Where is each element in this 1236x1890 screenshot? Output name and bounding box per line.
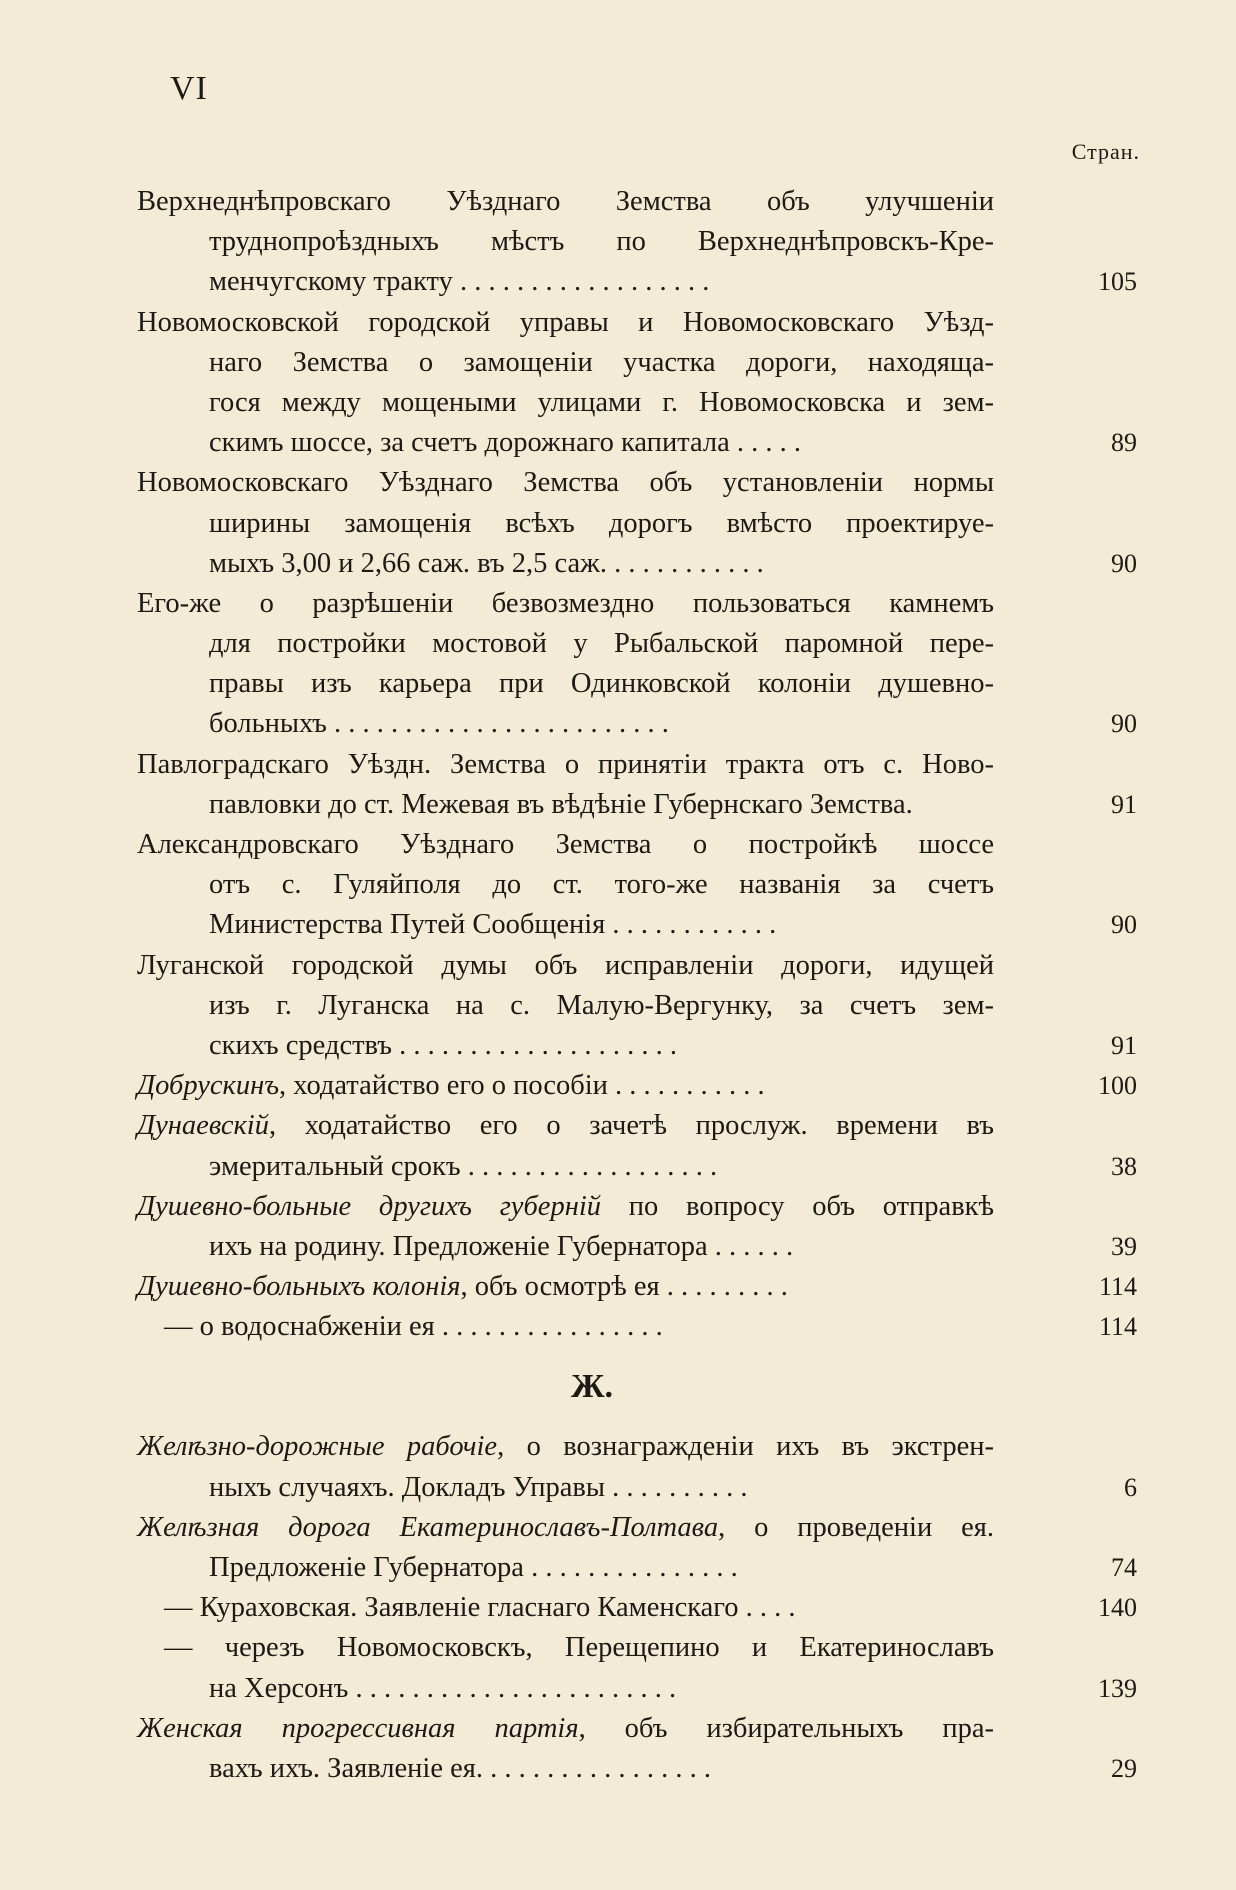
entry-line [137,1187,994,1227]
entry-text: гося между мощеными улицами г. Новомосковска и зем- [209,386,994,418]
index-entry [137,1427,1137,1507]
index-entry [137,745,1137,825]
entry-text: Луганской городской думы объ исправленiи дороги, идущей [137,949,994,981]
entry-line [137,1669,1137,1709]
index-entry [137,303,1137,464]
entry-page-number: 105 [1098,267,1137,297]
entry-page-number: 89 [1111,428,1137,458]
entry-text: правы изъ карьера при Одинковской колонiи душевно- [209,668,994,700]
entry-line [137,423,1137,463]
entry-line [137,905,1137,945]
index-entry [137,1709,1137,1789]
entry-line [137,745,994,785]
index-entry [137,1267,1137,1307]
entry-page-number: 90 [1111,709,1137,739]
entry-line [137,222,994,262]
index-entry [137,182,1137,303]
index-entry [137,1106,1137,1186]
entry-text: Новомосковскаго Уѣзднаго Земства объ установленiи нормы [137,467,994,499]
entry-line [137,343,994,383]
entry-line [137,1227,1137,1267]
index-entry [137,946,1137,1067]
entry-text: наго Земства о замощенiи участка дороги, находяща- [209,346,994,378]
entry-line [137,624,994,664]
page-column-header: Стран. [1071,139,1140,164]
entry-text: ихъ на родину. Предложенiе Губернатора . . . . . . [209,1230,794,1262]
entry-subject: Женская прогрессивная партiя [137,1712,579,1744]
entry-text: — Кураховская. Заявленiе гласнаго Каменскаго . . . . [164,1592,796,1624]
entry-line [137,1427,994,1467]
entry-text: отъ с. Гуляйполя до ст. того-же названiя за счетъ [209,869,994,901]
entry-line [137,504,994,544]
entry-line [137,584,994,624]
entry-text: Павлоградскаго Уѣздн. Земства о принятiи тракта отъ с. Ново- [137,748,994,780]
entry-line [137,1548,1137,1588]
entry-text: Предложенiе Губернатора . . . . . . . . . . . . . . . [209,1552,738,1583]
entry-line [137,303,994,343]
entry-subject: Душевно-больные другихъ губернiй [137,1190,602,1222]
entry-text: по вопросу объ отправкѣ [601,1190,994,1222]
entry-text: , объ осмотрѣ ея . . . . . . . . . [460,1271,788,1303]
entry-text: мыхъ 3,00 и 2,66 саж. въ 2,5 саж. . . . . . . . . . . . [209,547,764,579]
page-number: VI [170,70,208,107]
entry-text: , ходатайство его о пособiи . . . . . . . . . . . [279,1070,765,1102]
index-list-bottom [137,1427,1137,1789]
entry-page-number: 74 [1111,1553,1137,1582]
entry-subject: Добрускинъ [137,1070,280,1102]
entry-page-number: 38 [1111,1151,1137,1181]
entry-page-number: 140 [1098,1593,1137,1623]
entry-text: больныхъ . . . . . . . . . . . . . . . . . . . . . . . . [209,708,669,740]
entry-line [137,704,1137,744]
entry-page-number: 114 [1098,1272,1137,1302]
entry-line [137,1709,994,1749]
entry-text: на Херсонъ . . . . . . . . . . . . . . . . . . . . . . . [209,1672,677,1704]
entry-line [137,1267,1137,1307]
index-entry [137,1187,1137,1267]
entry-line [137,1628,994,1668]
entry-text: — черезъ Новомосковскъ, Перещепино и Екатеринославъ [164,1632,994,1664]
entry-line [137,463,994,503]
entry-text: труднопроѣздныхъ мѣстъ по Верхнеднѣпровскъ-Кре- [209,226,994,258]
entry-text: для постройки мостовой у Рыбальской паромной пере- [209,628,994,660]
entry-line [137,1307,1137,1347]
index-entry [137,1066,1137,1106]
entry-text: , ходатайство его о зачетѣ прослуж. времени въ [268,1110,994,1142]
entry-page-number: 90 [1111,910,1137,940]
index-entry [137,463,1137,584]
entry-subject: Желѣзно-дорожные рабочiе [137,1431,498,1463]
entry-text: , о проведенiи ея. [718,1511,994,1543]
index-entry [137,1307,1137,1347]
entry-text: , объ избирательныхъ пра- [578,1712,994,1744]
entry-line [137,946,994,986]
entry-text: Александровскаго Уѣзднаго Земства о постройкѣ шоссе [137,829,994,860]
entry-page-number: 91 [1111,789,1137,819]
entry-line [137,825,994,865]
entry-line [137,1588,1137,1628]
index-list-top [137,182,1137,1347]
entry-subject: Дунаевскiй [137,1110,269,1142]
entry-text: , о вознагражденiи ихъ въ экстрен- [497,1431,994,1463]
section-letter: Ж. [570,1368,614,1406]
entry-text: скихъ средствъ . . . . . . . . . . . . . . . . . . . . [209,1029,678,1061]
entry-page-number: 29 [1111,1753,1137,1783]
entry-text: ныхъ случаяхъ. Докладъ Управы . . . . . . . . . . [209,1471,748,1503]
entry-text: Его-же о разрѣшенiи безвозмездно пользоваться камнемъ [137,587,994,619]
entry-line [137,262,1137,302]
entry-line [137,544,1137,584]
entry-page-number: 90 [1111,548,1137,578]
index-entry [137,825,1137,946]
entry-subject: Желѣзная дорога Екатеринославъ-Полтава [137,1511,719,1543]
index-entries [137,182,1137,1789]
entry-text: — о водоснабженiи ея . . . . . . . . . . . . . . . . [164,1311,663,1343]
entry-text: менчугскому тракту . . . . . . . . . . . . . . . . . . [209,266,710,298]
entry-line [137,383,994,423]
entry-line [137,1468,1137,1508]
entry-page-number: 139 [1098,1673,1137,1703]
entry-page-number: 6 [1124,1472,1137,1502]
entry-line [137,1066,1137,1106]
entry-page-number: 39 [1111,1231,1137,1261]
entry-text: Министерства Путей Сообщенiя . . . . . . . . . . . . [209,909,777,941]
entry-line [137,785,1137,825]
entry-subject: Душевно-больныхъ колонiя [137,1271,461,1303]
index-entry [137,1508,1137,1588]
entry-page-number: 114 [1098,1312,1137,1342]
entry-text: ширины замощенiя всѣхъ дорогъ вмѣсто проектируе- [209,507,994,539]
entry-text: эмеритальный срокъ . . . . . . . . . . . . . . . . . . [209,1150,718,1182]
index-entry [137,1628,1137,1708]
entry-line [137,986,994,1026]
entry-line [137,182,994,222]
entry-line [137,1508,994,1548]
entry-text: изъ г. Луганска на с. Малую-Вергунку, за счетъ зем- [209,989,994,1021]
entry-line [137,664,994,704]
entry-page-number: 100 [1098,1071,1137,1101]
index-entry [137,1588,1137,1628]
entry-line [137,865,994,905]
entry-text: Верхнеднѣпровскаго Уѣзднаго Земства объ улучшенiи [137,186,994,217]
entry-text: скимъ шоссе, за счетъ дорожнаго капитала . . . . . [209,427,802,459]
entry-line [137,1749,1137,1789]
entry-line [137,1106,994,1146]
index-entry [137,584,1137,745]
entry-page-number: 91 [1111,1030,1137,1060]
entry-text: вахъ ихъ. Заявленiе ея. . . . . . . . . . . . . . . . . [209,1752,711,1784]
entry-line [137,1026,1137,1066]
entry-text: павловки до ст. Межевая въ вѣдѣнiе Губернскаго Земства. [209,788,913,820]
entry-line [137,1147,1137,1187]
entry-text: Новомосковской городской управы и Новомосковскаго Уѣзд- [137,306,994,338]
